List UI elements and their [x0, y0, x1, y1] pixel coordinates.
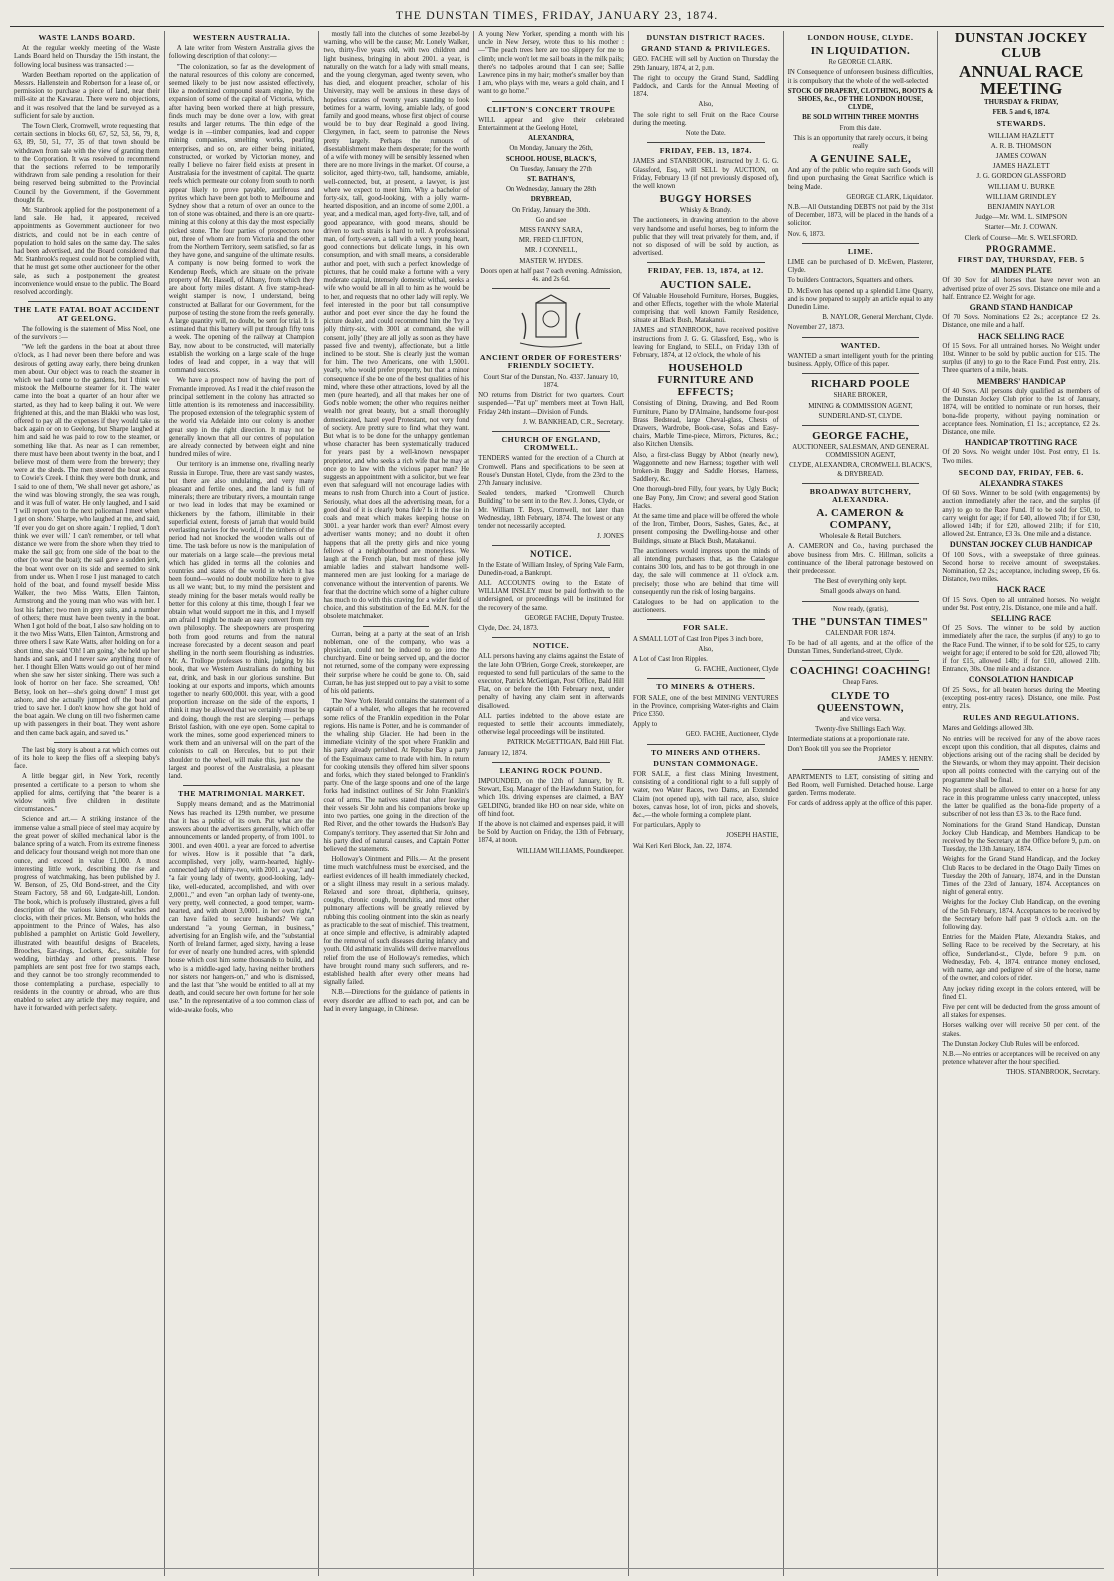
ad-text: MINING & COMMISSION AGENT, [808, 402, 913, 410]
rules-text: Five per cent will be deducted from the gross amount of all stakes for expenses. [942, 1003, 1100, 1020]
race-title: HANDICAP TROTTING RACE [965, 438, 1078, 448]
signature: WILLIAM WILLIAMS, Poundkeeper. [516, 847, 624, 855]
divider [492, 637, 610, 638]
article-text: "The colonization, so far as the development of the natural resources of this colony are concerned, seemed likely to be just now assisted effectively, like a modernized compound steam engine, by the expansion of some of the capital of Victoria, which, after having been worked there at high pressure, finds much may be done over a low, with great results and larger returns. The thin edge of the wedge is in —timber companies, lead and copper mining companies, smelting works, pearling enterprises, and so on, are either being initiated, constructed, or worked by Victorian money, and really I believe no fairer field exists at present in Australasia for the investment of capital. The quartz reefs which permeate our colony from south to north appear likely to prove payable, auriferous and pyrites which have been got both to Melbourne and Sydney show that a return of over an ounce to the ton of stone was obtained, and there is an ore quartz-mining at this colony at this day the most especially picked stone. The four parties of prospectors now out, three of whom are from Victoria and the other from the Northern Territory, seem satisfied, so far as they have gone, and sanguine of the ultimate results. A company is now being formed to work the Kendenup Reefs, which are situate on the private property of Mr. Hassell, of Albany, from which they are about forty miles distant. A five stamp-head-weight stamper is now, I understand, being constructed at Ballarat for our Government, for the purpose of testing the stone from the reefs generally. A large quantity will, no doubt, be sent for trial. It is estimated that this battery will put through fifty tons a week. The opening of the railway at Champion Bay, now about to be constructed, will materially establish the working on a large scale of the huge lodes of lead and copper, in a way that will command success. [168, 63, 315, 375]
rules-text: Entries for the Maiden Plate, Alexandra Stakes, and Selling Race to be received by the Secretary, at his office, Sunderland-st., Clyde, before 9 p.m. on Wednesday, Feb. 4, 1874. entrance money enclosed, with name, age and pedigree of sire of the horse, name of the owner, and colors of rider. [942, 934, 1100, 983]
steward: J. G. GORDON GLASSFORD [976, 172, 1066, 181]
headline-notice: NOTICE. [532, 641, 570, 651]
divider [492, 431, 610, 432]
ad-title: GEORGE FACHE, [812, 429, 909, 442]
ad-text: ALL ACCOUNTS owing to the Estate of WILLIAM INSLEY must be paid forthwith to the undersigned, or proceedings will be instituted for the recovery of the same. [478, 579, 624, 612]
headline-foresters: ANCIENT ORDER OF FORESTERS' FRIENDLY SOCIETY. [479, 353, 623, 371]
ad-text: FOR SALE, one of the best MINING VENTURES in the Province, comprising Water-rights and Claim Price £350. [632, 694, 779, 718]
ad-text: IN Consequence of unforeseen business difficulties, it is compulsory that the whole of the well-selected [787, 69, 934, 85]
signature: G. FACHE, Auctioneer, Clyde [694, 666, 779, 674]
ad-text: Don't Book till you see the Proprietor [787, 746, 892, 754]
article-text: The Town Clerk, Cromwell, wrote requesting that certain sections in blocks 60, 67, 52, 53, 56, 79, 8, 63, 89, 50, 51, 77, 35 of that town should be withdrawn from sale with the view of granting them to the Corporation. It was resolved to recommend that the sections referred to be temporarily withdrawn from sale pending a resolution for their being reserved being submitted to the Provincial Council by the Government, if the Government thought fit. [14, 123, 160, 204]
divider [802, 243, 920, 244]
divider [28, 301, 146, 302]
headline-matrimonial-market: THE MATRIMONIAL MARKET. [178, 789, 306, 799]
ad-text: Whisky & Brandy. [679, 207, 732, 215]
steward: JAMES COWAN [995, 152, 1047, 161]
race-text: Of 100 Sovs., with a sweepstake of three guineas. Second horse to receive amount of sweepstakes. Nomination, £2 2s.; acceptance, including sweep, £6 6s. Distance, two miles. [942, 551, 1100, 584]
race-title: ALEXANDRA STAKES [979, 478, 1063, 488]
date-line: Nov. 6, 1873. [787, 230, 825, 238]
race-text: Of 15 Sovs. Open to all untrained horses. No weight under 9st. Post entry, 21s. Distance, one mile and a half. [942, 596, 1100, 612]
signature: PATRICK McGETTIGAN, Bald Hill Flat. [506, 739, 624, 747]
ad-text: IMPOUNDED, on the 12th of January, by R. Stewart, Esq. Manager of the Hawkdunn Station, for which 10s. driving expenses are claimed, a BAY GELDING, branded like HO on near side, white on off hind foot. [478, 778, 624, 818]
headline-for-sale: FOR SALE. [683, 623, 729, 633]
ad-title: IN LIQUIDATION. [810, 45, 911, 58]
ad-text: Cheap Fares. [842, 679, 879, 687]
divider [802, 660, 920, 661]
divider [647, 142, 765, 143]
divider [492, 101, 610, 102]
column-7 [938, 31, 1104, 1576]
ad-text: NO returns from District for two quarters. Court suspended—"Pat up" members meet at Town Hall, Friday 24th instant—Division of Funds. [478, 392, 624, 416]
ad-text: For particulars, Apply to [632, 822, 701, 830]
ad-text: The auctioneers would impress upon the minds of all intending purchasers that, as the Catalogue contains 300 lots, and has to be got through in one day, the sale will commence at 11 o'clock a.m. precisely; those who are behind that time will consequently run the risk of losing bargains. [632, 547, 779, 596]
headline-church-of-england: CHURCH OF ENGLAND, CROMWELL. [501, 434, 601, 453]
race-title: HACK SELLING RACE [978, 331, 1065, 341]
headline-lime: LIME. [847, 246, 874, 256]
ad-text: LIME can be purchased of D. McEwen, Plasterer, Clyde. [787, 259, 934, 275]
headline-commonage: DUNSTAN COMMONAGE. [653, 758, 759, 768]
ad-text: JAMES and STANBROOK, have received positive instructions from J. G. G. Glassford, Esq., who is leaving for England, to SELL, on Friday 13th of February, 1874, at 12 o'clock, the whole of his [632, 327, 779, 360]
divider [363, 626, 429, 627]
column-1 [10, 31, 165, 1576]
meeting-title: ANNUAL RACE MEETING [959, 62, 1084, 98]
ad-text: A SMALL LOT of Cast Iron Pipes 3 inch bore, [632, 635, 764, 643]
ad-text: The auctioneers, in drawing attention to the above very handsome and useful horses, beg to inform the public that they will treat privately for them, and, if not so disposed of will be sold by auction, as advertised. [632, 217, 779, 258]
day-heading: SECOND DAY, FRIDAY, FEB. 6. [958, 467, 1084, 477]
divider [647, 262, 765, 263]
rules-text: No entries will be received for any of the above races except upon this condition, that all disputes, claims and objections arising out of the racing shall be decided by the Stewards, or whom they may appoint. Their decision upon all points connected with the carrying out of the programme shall be final. [942, 735, 1100, 784]
ad-text: ALL persons having any claims against the Estate of the late John O'Brien, Gorge Creek, storekeeper, are requested to send full particulars of the same to the executor, Patrick McGettigan, Post Office, Bald Hill Flat, on or before the 10th February next, under penalty of having any claim sent in afterwards disallowed. [478, 653, 624, 710]
ad-text: JAMES and STANBROOK, instructed by J. G. G. Glassford, Esq., will SELL by AUCTION, on Friday, February 13 (if not previously disposed of), the well known [632, 158, 779, 191]
divider [492, 762, 610, 763]
ad-text: A Lot of Cast Iron Ripples. [632, 655, 708, 663]
performer: MR. J CONNELL, [524, 247, 578, 255]
article-text: Mr. Stanbrook applied for the postponement of a land sale. He had, it appeared, received appointments as Government auctioneer for two districts, and could not be in each centre of population to hold sales on the same day. The sales had been advertised, and the Board considered that Mr. Stanbrook's request could not be complied with, that he must get some other auctioneer for the other sale, as such a postponement the greatest inconvenience would ensue to the public. The Board resolved accordingly. [14, 207, 160, 297]
divider [802, 483, 920, 484]
ad-text: The sole right to sell Fruit on the Race Course during the meeting. [632, 111, 779, 127]
divider [492, 545, 610, 546]
venue-date: On Tuesday, January the 27th [510, 165, 592, 173]
divider [647, 678, 765, 679]
signature: JOSEPH HASTIE, [726, 832, 779, 840]
performer: MISS FANNY SARA, [519, 227, 583, 235]
ad-text: CLYDE, ALEXANDRA, CROMWELL BLACK'S, & DRYBREAD. [789, 462, 932, 478]
rules-text: Mares and Geldings allowed 3lb. [942, 725, 1034, 733]
steward: WILLIAM U. BURKE [987, 182, 1055, 191]
divider [802, 769, 920, 770]
ad-text: Apply to [632, 721, 658, 729]
performer: MASTER W. HYDES. [519, 257, 583, 265]
steward: BENJAMIN NAYLOR [987, 203, 1055, 212]
ad-text: Go and see [535, 216, 567, 224]
ad-text: The right to occupy the Grand Stand, Saddling Paddock, and Cards for the Annual Meeting of 1874. [632, 74, 779, 99]
race-text: Of 30 Sov for all horses that have never won an advertised prize of over 25 sovs. Distance one mile and a half. Entrance £2. Weight for age. [942, 277, 1100, 301]
headline-notice: NOTICE. [530, 549, 572, 560]
ad-title: A. CAMERON & COMPANY, [816, 507, 905, 532]
venue: ALEXANDRA, [528, 135, 574, 143]
headline-broadway-butchery: BROADWAY BUTCHERY, ALEXANDRA. [809, 486, 912, 504]
ad-text: Re GEORGE CLARK. [828, 59, 893, 67]
race-title: GRAND STAND HANDICAP [969, 303, 1073, 313]
race-text: Of 20 Sovs. No weight under 10st. Post entry, £1 1s. Two miles. [942, 449, 1100, 465]
ad-text: BE SOLD WITHIN THREE MONTHS [802, 114, 919, 122]
headline-waste-lands: WASTE LANDS BOARD. [38, 33, 136, 42]
ad-title: A GENUINE SALE, [809, 153, 912, 166]
article-text: Supply means demand; and as the Matrimonial News has reached its 129th number, we presume that it has a public of its own. Put what are the answers about the advertisers generally, which offer announcements or landed property, of from 1001. to 3001. and even 4001. a year are forced to advertise for wives. How is it possible that "a dark, accomplished, very jolly, warm-hearted, highly-connected lady of thirty-two, with 2001. a year," and "a fair young lady of twenty, good-looking, lady-like, well-educated, accomplished, and with over 2,0001.," and even "an orphan lady of twenty-one, very pretty, well connected, a good temper, warm-hearted, and with about 3,0001. in her own right," can have failed to secure husbands? We can understand "a young German, in business," advertising for an English wife, and the "substantial North of Ireland farmer, aged sixty, having a lease for ever of nearly one hundred acres, with splendid house which cost him some thousands to build, and who is a middle-aged lady, having neither brothers nor sisters nor hangers-on," and who is dismissed, and the last that "she would be entitled to all at my death, and could secure her own fortune for her sole use." In the representative of a too common class of wide-awake fools, who [168, 801, 315, 1014]
article-text: mostly fall into the clutches of some Jezebel-by warning, who will be the cause; Mr. Lonely Walker, two, thirty-five years old, with two children and light business, bringing in about 2001. a year, is naturally on the watch for a lady with small means, and the young clergyman, aged twenty seven, who has died, and eloquent preacher, scholar of his University, may well be anxious in these days of hopeless curates of twenty years standing to look betimes for a warm, loving, amiable lady, of good family and good means, whose first object of course would be to buy dear Reginald a good living. Clergymen, in fact, seem to patronise the News pretty largely. Perhaps the rumours of disestablishment make them desperate; for the worth of a wife with money will be sensibly lessened when there are no more livings in the market. Of course, a solicitor, aged thirty-two, tall, handsome, amiable, well-connected, but, at present, a lawyer, is just where we expect to meet him. Why a bachelor of forty-six, tall, good-looking, with a jolly warm-hearted disposition, and an income of some 2,001. a year, and a medical man, aged forty-five, tall, and of good appearance, with good means, should be driven to such straits is hard to tell. A professional man, of forty-seven, a tall with a very young heart, good connections but delicate lungs, in his own consumption, and with small means, a considerable author and poet, with such a perfect knowledge of pictures, that he could make a fortune with a very moderate capital, intensely domestic withal, seeks a wife who would be all in all to him as he would be to her, and requests that no other lady will reply. We feel interested in the poor but tall consumptive author and poet ever since the day he found the picture dealer, and could recommend him the 'Ivy a jolly thirty-six, with 3001 at command, she will consent, jolly' (they are all jolly as soon as they have passed five and twenty), affectionate, but a little inclined to be stout. She is clearly just the woman for him. The two Americans, one with 1,5001. yearly, who would prefer property, but that a minor consequence if she be one of the best qualities of his mind, where these other attractions, loved by all the men (pure hearted), and all that makes her one of God's noble women; the other who requires neither wealth nor great beauty, but a small thoroughly domesticated, hazel eyed Protestant, not very fond of society. Are pretty sure to find what they want. But what is to be done for the unhappy gentleman whose character has been systematically traduced for years past by a well-known newspaper proprietor, and who seeks a rich wife that he may at once go to law with the vicious paper man? He suggests an appointment with a solicitor, but we fear even that safeguard will not encourage ladies with means to rush from Church into a Court of justice. Seriously, what does all the advertising mean, for a good deal of it is clearly bona fide? Is it the rise in coals and meat which makes keeping house on 3001. a year harder work than ever? Almost every advertiser wants money; and no doubt it often happens that all the pretty girls and nice young fellows of a neighbourhood are moneyless. We laugh at the French plan, but most of these jolly amiable ladies and stalwart handsome well-mannered men are just looking for a mariage de convenance without the intervention of parents. We fear that the doctrine which some of a higher culture has much to do with this craving for a wider field of choice, and this substitution of the Ed. M.N. for the obsolete matchmaker. [323, 31, 470, 621]
ad-text: WANTED a smart intelligent youth for the printing business. Apply, Office of this paper. [787, 352, 934, 369]
column-6 [784, 31, 939, 1576]
performer: MR. FRED CLIFTON, [518, 237, 584, 245]
ad-text: N.B.—All Outstanding DEBTS not paid by the 31st of December, 1873, will be placed in the hands of a solicitor. [787, 204, 934, 228]
ad-text: FOR SALE, a first class Mining Investment, consisting of a conditional right to a full supply of water, two Water Races, two Dams, an Extended Claim (not opened up), with tail race, also, sluice boxes, canvas hose, lot of iron, picks and shovels, &c.,—the whole forming a complete plant. [632, 771, 779, 820]
ad-text: To builders Contractors, Squatters and others. [787, 277, 914, 285]
ad-text: For cards of address apply at the office of this paper. [787, 800, 933, 808]
article-text: The following is the statement of Miss Noel, one of the survivors :— [14, 325, 160, 341]
headline-to-miners: TO MINERS AND OTHERS. [650, 747, 761, 757]
divider [802, 337, 920, 338]
column-2 [165, 31, 320, 1576]
article-text: A young New Yorker, spending a month with his uncle in New Jersey, wrote thus to his mother :—"The peach trees here are too slippery for me to climb; uncle won't let me sail boats in the milk pails; there's no tadpoles around that I can see; Sallie Lawrence pins in my hair; mother's smaller boy than I am, who plays with me, wears a gold chain, and I want to go home." [478, 31, 624, 96]
columns-grid [10, 31, 1104, 1576]
ad-text: In the Estate of William Insley, of Spring Vale Farm, Dunedin-road, a Bankrupt. [478, 561, 624, 577]
steward: WILLIAM HAZLETT [988, 131, 1055, 140]
ad-text: The Best of everything only kept. [814, 578, 907, 586]
programme-heading: PROGRAMME. [986, 243, 1057, 254]
rules-text: Horses walking over will receive 50 per cent. of the stakes. [942, 1022, 1100, 1038]
ad-text: Sealed tenders, marked "Cromwell Church Building" to be sent in to the Rev. J. Jones, Clyde, or Mr. William T. Boys, Cromwell, not later than Wednesday, 18th February, 1874. The lowest or any tender not necessarily accepted. [478, 490, 624, 530]
rules-text: No protest shall be allowed to enter on a horse for any race in this programme unless carry unaccepted, unless the latter be qualified as the bona-fide property of a subscriber of not less than £3 3s. to the Race fund. [942, 786, 1100, 819]
ad-title: THE "DUNSTAN TIMES" [792, 615, 929, 628]
signature: GEO. FACHE, Auctioneer, Clyde [685, 731, 779, 739]
column-3 [319, 31, 474, 1576]
ad-text: Note the Date. [685, 130, 726, 138]
headline-dunstan-races: DUNSTAN DISTRICT RACES. [646, 33, 765, 42]
article-text: The New York Herald contains the statement of a captain of a whaler, who alleges that he recovered some relics of the Franklin expedition in the Polar regions. His name is Potter, and he is commander of the whaling ship Glacier. He had been in the immediate vicinity of the spot where Franklin and his party already perished. At Repulse Bay a party of the Esquimaux came to trade with him. In return for cooking utensils they offered him silver spoons and forks, which they stated belonged to Franklin's party. One of the large spoons and one of the large forks had indistinct outlines of Sir John Franklin's coat of arms. The natives stated that after leaving their vessels Sir John and his companions broke up into two parties, one going in the direction of the Red River, and the other towards the Hudson's Bay Company's territory. They asserted that Sir John and his party died of natural causes, and Captain Potter believed the statements. [323, 698, 470, 853]
ad-text: GEO. FACHE will sell by Auction on Thursday the 29th January, 1874, at 2, p.m. [632, 56, 779, 72]
race-title: CONSOLATION HANDICAP [968, 675, 1074, 685]
divider [54, 742, 120, 743]
article-text: At the regular weekly meeting of the Waste Lands Board held on Thursday the 15th instant, the following local business was transacted :— [14, 45, 160, 69]
ad-text: Also, [698, 101, 714, 109]
ad-text: Wholesale & Retail Butchers. [819, 533, 902, 541]
page-footer-rule [10, 1568, 1104, 1577]
rules-text: The Dunstan Jockey Club Rules will be enforced. [942, 1040, 1080, 1048]
headline-sale-date: FRIDAY, FEB. 13, 1874, at 12. [647, 266, 764, 276]
article-text: Holloway's Ointment and Pills.— At the present time much watchfulness must be exercised, and the earliest evidences of ill health immediately checked, or a slight illness may result in a serious malady. Relaxed and sore throat, diphtheria, quinsey, coughs, chronic cough, bronchitis, and most other pulmonary affections will be greatly relieved by rubbing this cooling ointment into the skin as nearly as practicable to the seat of mischief. This treatment, at once simple and effective, is admirably adapted for the removal of such diseases during infancy and youth. Old asthmatic invalids will derive marvellous relief from the use of Holloway's remedies, which have brought round many such sufferers, and re-established health after every other means had signally failed. [323, 856, 470, 987]
race-text: Of 25 Sovs. The winner to be sold by auction immediately after the race, the surplus (if any) to go to the Race Fund. The winner, if to be sold for £25, to carry weight for age; if entered to be sold for £20, allowed 7lb; if for £15, allowed 14lb; if for £10, allowed 21lb. Entrance, 30s. One mile and a distance. [942, 625, 1100, 674]
ad-text: WILL appear and give their celebrated Entertainment at the Geelong Hotel, [478, 116, 624, 133]
official: Clerk of Course—Mr. S. WELSFORD. [964, 233, 1078, 242]
ad-text: TENDERS wanted for the erection of a Church at Cromwell. Plans and specifications to be seen at Rouse's Dunstan Hotel, Clyde, from the 23rd to the 27th January inclusive. [478, 455, 624, 487]
meeting-days: THURSDAY & FRIDAY, [984, 99, 1059, 106]
column-5 [629, 31, 784, 1576]
article-text: Our territory is an immense one, rivalling nearly Russia in Europe. True, there are vast sandy wastes, but there are also undulating, and very many pleasant and fertile ones, and the land is full of minerals; there are tributary rivers, a mountain range or two lead in lodes that may be examined or thickeners by the fathom, illimitable in their superficial extent, forests of jarrah that would build everlasting navies for the world, if the timbers of the period had not knocked the wooden walls out of time. The task before us now is the manipulation of our materials on a large scale—the previous metal which has glided in terms all the colonies and countries and states of the world in which it has been found—would no doubt mobilize here to give us all we want; but, to my mind the persistent and steady mining for the baser metals would really be better for this colony at this time, though I fear we obtain what would support me in this, and I myself am afraid I might be made an easy convert from my own philosophy. The sheepowners are prospering both from good returns and from the natural increase forecasted by a decent season and pearl shelling in the north seem flourishing as industries. Mr. A. Trollope professes to think, judging by his book, that we Western Australians do nothing but eat, drink, and bask in our glorious sunshine. But looking at our exports and imports, which amounts together to nearly 600,000l. this year, with a good proportion increase on the side of the exports, I think it may be allowed that we certainly must be up and doing, though the rest are sleeping — perhaps Bristol fashion, with one eye open. Some capital to work the mines, some good experienced miners to work them and an universal will on the part of the colonists to call on Hercules, but to put their shoulder to the wheel, will make this, just now the largest and poorest of the Australasia, a pleasant land. [168, 461, 315, 781]
race-text: Of 25 Sovs., for all beaten horses during the Meeting (excepting post-entry races). Distance, one mile. Post entry, 21s. [942, 686, 1100, 710]
day-heading: FIRST DAY, THURSDAY, FEB. 5 [957, 255, 1085, 265]
rules-heading: RULES AND REGULATIONS. [962, 713, 1080, 723]
article-text: Warden Beetham reported on the application of Messrs. Hallenstein and Robertson for a lease of, or permission to purchase a piece of land, near their mill-site at the Kawarau. There were no objections, and it was resolved that the land be surveyed as a sufficient for sale by auction. [14, 71, 160, 120]
steward: JAMES HAZLETT [992, 162, 1050, 171]
headline-sale-date: FRIDAY, FEB. 13, 1874. [659, 146, 752, 156]
signature: GEORGE FACHE, Deputy Trustee. [524, 614, 624, 622]
ad-text: Also, a first-class Buggy by Abbot (nearly new), Waggonnette and new Harness; together with well broken-in Buggy and Saddle Horses, Harness, Saddlery, &c. [632, 451, 779, 484]
race-text: Of 60 Sovs. Winner to be sold (with engagements) by auction immediately after the race, and the surplus (if any) to go to the Race Fund. If to be sold for £50, to carry weight for age; if for £40, allowed 7lb; if for £30, allowed 14lb; if for £20, allowed 21lb; if for £10, allowed 2st. Entrance, £3 3s. One mile and a distance. [942, 490, 1100, 539]
headline-clifton-concert: CLIFTON'S CONCERT TROUPE [486, 104, 616, 114]
ad-text: SUNDERLAND-ST, CLYDE. [818, 412, 903, 420]
ad-text: D. McEwen has opened up a splendid Lime Quarry, and is now prepared to supply an article equal to any Dunedin Lime. [787, 287, 934, 312]
headline-london-house: LONDON HOUSE, CLYDE. [807, 33, 914, 42]
ad-title: BUGGY HORSES [659, 193, 752, 206]
race-title: HACK RACE [996, 585, 1046, 595]
ad-title: RICHARD POOLE [810, 378, 910, 391]
ad-title: HOUSEHOLD FURNITURE AND EFFECTS; [657, 362, 755, 399]
article-text: N.B.—Directions for the guidance of patients in every disorder are affixed to each pot, and can be had in every language, in Chinese. [323, 989, 470, 1013]
article-text: Science and art.— A striking instance of the immense value a small piece of steel may acquire by the great power of skilled mechanical labor is the balance spring of a watch. From its extreme fineness and delicacy four thousand weigh not more than one ounce, and exceed in value £1,000. A most interesting little work, describing the rise and progress of watchmaking, has been published by J. W. Benson, of 25, Old Bond-street, and the City Steam Factory, 58 and 60, Ludgate-hill, London. The book, which is profusely illustrated, gives a full description of the various kinds of watches and clocks, with their prices. Mr. Benson, who holds the appointment to the Prince of Wales, has also published a pamphlet on Artistic Gold Jewellery, illustrated with beautiful designs of Bracelets, Brooches, Ear-rings, Lockets, &c., suitable for wedding, birthday and other presents. These pamphlets are sent post free for two stamps each, and they cannot be too strongly recommended to those contemplating a purchase, especially to residents in the country or abroad, who are thus enabled to select any article they may require, and have it forwarded with perfect safety. [14, 816, 160, 1013]
divider [647, 619, 765, 620]
signature: J. W. BANKHEAD, C.R., Secretary. [523, 418, 624, 426]
venue: DRYBREAD, [530, 196, 572, 204]
ad-text: From this date. [839, 124, 882, 132]
race-text: Of 70 Sovs. Nominations £2 2s.; acceptance £2 2s. Distance, one mile and a half. [942, 314, 1100, 330]
ad-text: At the same time and place will be offered the whole of the Iron, Timber, Doors, Sashes, Gates, &c., at present composing the Dwelling-house and other Buildings, situate at Black Bush, Matakanui. [632, 512, 779, 545]
ad-text: One thorough-bred Filly, four years, by Ugly Buck; one Bay Pony, Jim Crow; and several good Station Hacks. [632, 486, 779, 510]
ad-text: AUCTIONEER, SALESMAN, AND GENERAL COMMISSION AGENT, [792, 443, 929, 460]
date-line: Wai Keri Keri Block, Jan. 22, 1874. [632, 842, 732, 850]
ad-text: A. CAMERON and Co., having purchased the above business from Mrs. C. Hillman, solicits a continuance of the liberal patronage bestowed on their predecessor. [787, 543, 934, 575]
club-title: DUNSTAN JOCKEY CLUB [954, 31, 1088, 61]
headline-grand-stand: GRAND STAND & PRIVILEGES. [641, 44, 771, 54]
ad-text: ALL parties indebted to the above estate are requested to settle their accounts immediately, otherwise legal proceedings will be instituted. [478, 712, 624, 737]
ad-text: Catalogues to be had on application to the auctioneers. [632, 598, 779, 615]
ad-text: Intermediate stations at a proportionate rate. [787, 735, 910, 743]
rules-text: Nominations for the Grand Stand Handicap, Dunstan Jockey Club Handicap, and Members Handicap to be received by the Secretary at the Office before 9, p.m. on Tuesday, the 13th January, 1874. [942, 821, 1100, 854]
signature: J. JONES [597, 533, 624, 541]
ad-text: Consisting of Dining, Drawing, and Bed Room Furniture, Piano by D'Almaine, handsome four-post Brass Bedstead, large Cheval-glass, Chests of Drawers, Wardrobe, Book-case, Sofas and Easy-chairs, Marble Time-piece, Mirrors, Pictures, &c.; also Kitchen Utensils. [632, 400, 779, 449]
venue-date: On Monday, January the 26th, [509, 145, 593, 153]
divider [802, 425, 920, 426]
article-text: A little beggar girl, in New York, recently presented a certificate to a person to whom she applied for alms, certifying that "the bearer is a widow with five children in destitute circumstances." [14, 773, 160, 814]
column-4 [474, 31, 629, 1576]
date-line: Clyde, Dec. 24, 1873. [478, 624, 539, 632]
signature: B. NAYLOR, General Merchant, Clyde. [822, 314, 934, 322]
article-text: "We left the gardens in the boat at about three o'clock, as I had never been there before and was desirous of getting away early, there being drunken men about. Our object was to reach the steamer in which we had come to the gardens, but I think we mistook the Melbourne steamer for it. The water came into the boat a quarter of an hour after we started, as they had to keep baling it out. We were frightened at this, and the man Blakki who was lost, offered to pay all the expenses if they would take us back again or on to Geelong, but Sharpe laughed at him and said he was paid to row to the steamer, or something like that. As near as I can remember, there must have been about twenty in the boat, and I believe most of them were from the brewery; they were at the sheds. The men steered the boat across to Cowie's Creek. I think they were both drunk, and I said to one of them, 'We shall never get ashore,' as the wind was blowing strongly, the sea was rough, and it was full of water. He only laughed, and I said 'I will report you to the next policeman I meet when I get on shore.' Sharpe, who laughed at me, and said, 'If ever you do get on shore again.' I replied, 'I don't think we ever will.' I can't remember, or tell what distance we were from the shore when they tried to make the sail go; from one side of the boat to the other (to wear the boat); the sail gave a sudden jerk, the boat went over on its side and seemed to sink from under us. When I rose I just managed to catch hold of the boat, and found myself beside Miss Walker, the two Miss Watts, Ellen Tainton, Armstrong and the young man who was with her. I lost his father; two men in grey suits, and a number of others; there must have been twenty in the boat. When I got hold of the boat, I also saw holding on to it the two Miss Watts, Ellen Tainton, Armstrong and three others I saw Kate Watts, after holding on for a short time, she said 'Oh! I am going,' she held up her hands and sank, and I never saw anything more of her. I thought Ellen Watts would go out of her mind when she saw her sister sinking. There was such a look of horror on her face. She screamed, 'Oh! Betsy, look on her—she's going down!' I must get ashore, and she actually jumped off the boat and tried to save her. I don't know how she got hold of the boat again. We clung on till two fishermen came up with passengers in their boat. They went ashore and then came back again, and saved us." [14, 344, 160, 737]
headline-western-australia: WESTERN AUSTRALIA. [192, 33, 291, 42]
ad-text: Also, [698, 645, 714, 653]
ad-title: AUCTION SALE. [660, 278, 752, 291]
signature: JAMES Y. HENRY. [878, 756, 934, 764]
rules-text: Weights for the Grand Stand Handicap, and the Jockey Club Races to be declared in the Otago Daily Times on Tuesday the 20th of January, 1874, and in the Dunstan Times of the 23rd of January, 1874. Acceptances on night of general entry. [942, 856, 1100, 897]
steward: WILLIAM GRINDLEY [985, 192, 1057, 201]
article-text: We have a prospect now of having the port of Fremantle improved. As I read it the chief reason the principal settlement in the colony has attracted so little attention is its remoteness and inaccessibility. The proposed extension of the telegraphic system of the world via Adelaide into our colony is another great step in the right direction. It may not be generally known that all our centres of population are already connected by between eight and nine hundred miles of wire. [168, 377, 315, 459]
ad-text: Court Star of the Dunstan, No. 4337. January 10, 1874. [483, 373, 619, 389]
article-text: A late writer from Western Australia gives the following description of that colony:— [168, 45, 315, 61]
rules-text: Any jockey riding except in the colors entered, will be fined £1. [942, 985, 1100, 1001]
race-title: MAIDEN PLATE [990, 266, 1052, 276]
ad-text: If the above is not claimed and expenses paid, it will be Sold by Auction on Friday, the 13th of February, 1874, at noon. [478, 821, 624, 845]
venue: ST. BATHAN'S, [527, 176, 575, 184]
divider [802, 373, 920, 374]
race-title: DUNSTAN JOCKEY CLUB HANDICAP [949, 540, 1093, 550]
signature: THOS. STANBROOK, Secretary. [1006, 1069, 1100, 1077]
ad-text: Now ready, (gratis), [832, 605, 888, 613]
official: Judge—Mr. WM. L. SIMPSON [975, 213, 1068, 222]
divider [647, 744, 765, 745]
race-text: Of 15 Sovs. For all untrained horses. No Weight under 10st. Winner to be sold by public auction for £15. The surplus (if any) to go to the Race Fund. Post entry, 21s. Three quarters of a mile, heats. [942, 342, 1100, 375]
ad-text: To be had of all agents, and at the office of the Dunstan Times, Sunderland-street, Clyde. [787, 639, 934, 656]
divider [802, 601, 920, 602]
ad-title: COACHING! COACHING! [789, 665, 932, 678]
ad-text: SHARE BROKER, [833, 392, 888, 400]
page-header: THE DUNSTAN TIMES, FRIDAY, JANUARY 23, 1874. [10, 4, 1104, 27]
venue-date: On Wednesday, January the 28th [505, 186, 597, 194]
ad-text: APARTMENTS to LET, consisting of sitting and Bed Room, well Furnished. Detached house. Large garden. Terms moderate. [787, 773, 934, 797]
date-line: January 12, 1874. [478, 749, 528, 757]
headline-to-miners: TO MINERS & OTHERS. [656, 682, 756, 692]
headline-wanted: WANTED. [840, 340, 881, 350]
ad-text: Small goods always on hand. [820, 588, 901, 596]
date-line: November 27, 1873. [787, 324, 845, 332]
article-text: The last big story is about a rat which comes out of its hole to keep the flies off a sleeping baby's face. [14, 746, 160, 771]
signature: GEORGE CLARK, Liquidator. [846, 193, 934, 201]
race-title: MEMBERS' HANDICAP [976, 376, 1066, 386]
ad-text: Twenty-five Shillings Each Way. [815, 725, 906, 733]
official: Starter—Mr. J. COWAN. [984, 223, 1058, 232]
stewards-heading: STEWARDS. [996, 119, 1046, 129]
race-title: SELLING RACE [991, 613, 1052, 623]
headline-boat-accident: THE LATE FATAL BOAT ACCIDENT AT GEELONG. [14, 305, 160, 323]
ad-title: CLYDE TO QUEENSTOWN, [816, 689, 904, 714]
rules-text: Weights for the Jockey Club Handicap, on the evening of the 5th February, 1874. Acceptances to be received by the Secretary before half past 9 o'clock a.m. on the following day. [942, 899, 1100, 932]
meeting-dates: FEB. 5 and 6, 1874. [992, 109, 1050, 117]
race-text: Of 40 Sovs. All persons duly qualified as members of the Dunstan Jockey Club prior to the 1st of January, 1874, will be entitled to nominate or run horses, their bona-fide property, without paying nomination or acceptance fees. Nomination, £1 1s.; acceptance, £2 2s. Distance, one mile. [942, 387, 1100, 436]
rules-text: N.B.—No entries or acceptances will be received on any pretence whatever after the hour specified. [942, 1050, 1100, 1067]
venue-date: On Friday, January the 30th. [511, 206, 591, 214]
ad-text: and vice versa. [839, 715, 882, 723]
article-text: Curran, being at a party at the seat of an Irish nobleman, one of the company, who was a physician, could not be induced to go into the churchyard. Eine or being served up, and the doctor not returned, some of the company were expressing their surprise where he could be gone to. Oh, said Curran, he has just stepped out to pay a visit to some of his old patients. [323, 630, 470, 696]
ad-text: CALENDAR FOR 1874. [825, 629, 896, 637]
venue: SCHOOL HOUSE, BLACK'S, [505, 155, 597, 163]
ad-text: Of Valuable Household Furniture, Horses, Buggies, and other Effects, together with the whole Material comprising that well known Family Residence, situate at Black Bush, Matakanui. [632, 292, 779, 325]
divider [492, 288, 610, 289]
steward: A. R. B. THOMSON [990, 141, 1052, 150]
ad-text: STOCK OF DRAPERY, CLOTHING, BOOTS & SHOES, &c., OF THE LONDON HOUSE, CLYDE, [787, 87, 934, 112]
ad-text: And any of the public who require such Goods will find upon purchasing the Great Sacrifice which is being Made. [787, 167, 934, 191]
ad-text: Doors open at half past 7 each evening. Admission, 4s. and 2s 6d. [480, 267, 622, 284]
ad-text: This is an opportunity that rarely occurs, it being really [793, 134, 928, 151]
headline-leaning-rock-pound: LEANING ROCK POUND. [499, 765, 603, 775]
divider [183, 785, 301, 786]
foresters-crest-icon [516, 293, 586, 351]
